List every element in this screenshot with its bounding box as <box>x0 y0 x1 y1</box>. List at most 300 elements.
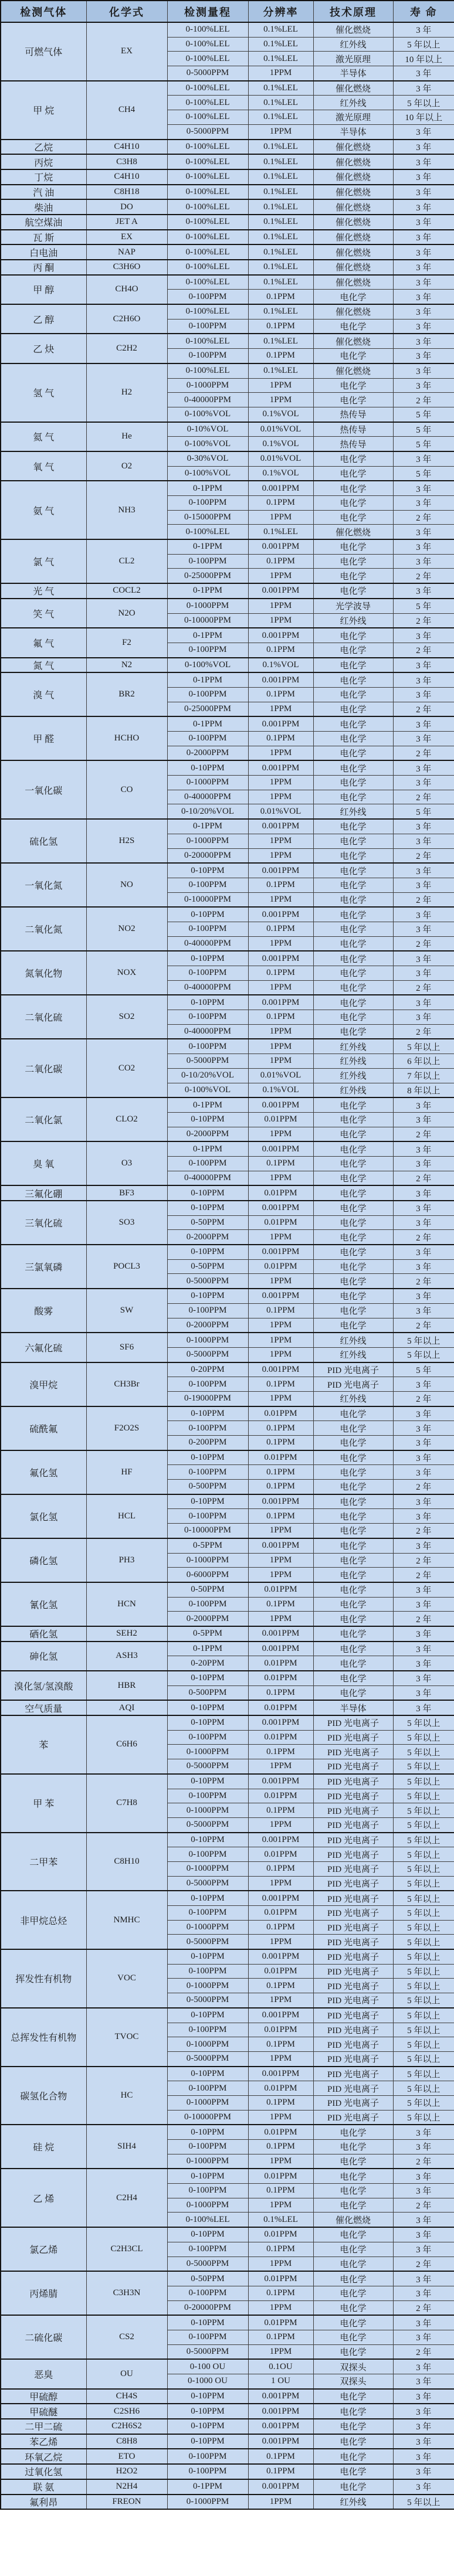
life-cell: 2 年 <box>393 848 454 863</box>
principle-cell: PID 光电离子 <box>313 2051 393 2066</box>
resolution-cell: 0.1%LEL <box>248 230 313 245</box>
range-cell: 0-100%VOL <box>167 437 248 451</box>
gas-name-cell: 二硫化碳 <box>1 2315 86 2359</box>
range-cell: 0-10PPM <box>167 1185 248 1201</box>
range-cell: 0-1000PPM <box>167 2037 248 2052</box>
resolution-cell: 0.1%LEL <box>248 363 313 378</box>
range-cell: 0-1000PPM <box>167 776 248 790</box>
table-row <box>1 230 454 245</box>
life-cell: 3 年 <box>393 1185 454 1201</box>
resolution-cell: 0.1%LEL <box>248 154 313 169</box>
range-cell: 0-5000PPM <box>167 1347 248 1362</box>
formula-cell: HCHO <box>86 716 167 760</box>
principle-cell: 电化学 <box>313 834 393 848</box>
life-cell: 2 年 <box>393 2256 454 2271</box>
range-cell: 0-10000PPM <box>167 892 248 907</box>
life-cell: 5 年 <box>393 466 454 481</box>
table-row <box>1 2389 454 2404</box>
life-cell: 3 年 <box>393 319 454 334</box>
formula-cell: NH3 <box>86 481 167 539</box>
resolution-cell: 1PPM <box>248 2154 313 2169</box>
life-cell: 3 年 <box>393 732 454 746</box>
life-cell: 3 年 <box>393 1509 454 1524</box>
range-cell: 0-10PPM <box>167 1891 248 1905</box>
table-row <box>1 244 454 260</box>
range-cell: 0-15000PPM <box>167 510 248 525</box>
principle-cell: 电化学 <box>313 1024 393 1039</box>
resolution-cell: 0.01PPM <box>248 2271 313 2286</box>
gas-name-cell: 一氧化氮 <box>1 863 86 907</box>
table-row <box>1 539 454 554</box>
formula-cell: OU <box>86 2359 167 2388</box>
resolution-cell: 0.001PPM <box>248 1362 313 1377</box>
gas-name-cell: 臭 氧 <box>1 1141 86 1185</box>
formula-cell: NMHC <box>86 1891 167 1949</box>
table-row <box>1 1833 454 1847</box>
resolution-cell: 0.1PPM <box>248 2242 313 2256</box>
formula-cell: HCN <box>86 1582 167 1626</box>
gas-name-cell: 氦 气 <box>1 422 86 451</box>
range-cell: 0-100PPM <box>167 1039 248 1053</box>
range-cell: 0-500PPM <box>167 1480 248 1494</box>
principle-cell: 电化学 <box>313 746 393 760</box>
range-cell: 0-100%LEL <box>167 96 248 110</box>
table-row <box>1 2125 454 2139</box>
life-cell: 3 年 <box>393 334 454 348</box>
range-cell: 0-100PPM <box>167 2330 248 2344</box>
gas-name-cell: 六氟化硫 <box>1 1333 86 1362</box>
resolution-cell: 1PPM <box>248 892 313 907</box>
range-cell: 0-100%LEL <box>167 260 248 275</box>
table-row <box>1 628 454 643</box>
life-cell: 3 年 <box>393 1289 454 1303</box>
range-cell: 0-10PPM <box>167 2125 248 2139</box>
formula-cell: C8H10 <box>86 1833 167 1891</box>
resolution-cell: 0.001PPM <box>248 1201 313 1215</box>
life-cell: 3 年 <box>393 2315 454 2330</box>
resolution-cell: 0.001PPM <box>248 1774 313 1789</box>
formula-cell: SF6 <box>86 1333 167 1362</box>
resolution-cell: 0.1%LEL <box>248 37 313 52</box>
gas-name-cell: 苯 <box>1 1715 86 1774</box>
formula-cell: O3 <box>86 1141 167 1185</box>
range-cell: 0-6000PPM <box>167 1568 248 1582</box>
resolution-cell: 1PPM <box>248 2300 313 2315</box>
range-cell: 0-10PPM <box>167 2315 248 2330</box>
table-row <box>1 1245 454 1259</box>
principle-cell: 电化学 <box>313 583 393 599</box>
principle-cell: 电化学 <box>313 1259 393 1274</box>
resolution-cell: 0.01PPM <box>248 1730 313 1745</box>
life-cell: 5 年以上 <box>393 2067 454 2081</box>
range-cell: 0-10%VOL <box>167 422 248 437</box>
range-cell: 0-100PPM <box>167 349 248 363</box>
range-cell: 0-100%LEL <box>167 37 248 52</box>
range-cell: 0-10PPM <box>167 2404 248 2419</box>
formula-cell: PH3 <box>86 1538 167 1582</box>
resolution-cell: 1PPM <box>248 1171 313 1185</box>
range-cell: 0-100PPM <box>167 319 248 334</box>
gas-name-cell: 挥发性有机物 <box>1 1949 86 2008</box>
life-cell: 3 年 <box>393 2184 454 2198</box>
principle-cell: 电化学 <box>313 393 393 407</box>
principle-cell: 电化学 <box>313 702 393 716</box>
gas-name-cell: 氯化氢 <box>1 1494 86 1538</box>
gas-name-cell: 甲 醛 <box>1 716 86 760</box>
principle-cell: 电化学 <box>313 2256 393 2271</box>
formula-cell: C3H6O <box>86 260 167 275</box>
formula-cell: ASH3 <box>86 1642 167 1671</box>
life-cell: 5 年以上 <box>393 2495 454 2510</box>
life-cell: 5 年 <box>393 599 454 613</box>
range-cell: 0-1PPM <box>167 628 248 643</box>
life-cell: 3 年 <box>393 66 454 81</box>
formula-cell: CL2 <box>86 539 167 583</box>
formula-cell: SW <box>86 1289 167 1333</box>
resolution-cell: 0.01PPM <box>248 2169 313 2183</box>
resolution-cell: 1PPM <box>248 569 313 583</box>
range-cell: 0-40000PPM <box>167 980 248 995</box>
range-cell: 0-200PPM <box>167 1436 248 1450</box>
table-row <box>1 169 454 185</box>
resolution-cell: 0.001PPM <box>248 995 313 1010</box>
range-cell: 0-1000PPM <box>167 2095 248 2110</box>
gas-name-cell: 氢 气 <box>1 363 86 422</box>
life-cell: 5 年以上 <box>393 2081 454 2096</box>
resolution-cell: 0.001PPM <box>248 2434 313 2449</box>
gas-name-cell: 砷化氢 <box>1 1642 86 1671</box>
life-cell: 5 年以上 <box>393 2110 454 2125</box>
formula-cell: C8H8 <box>86 2434 167 2449</box>
range-cell: 0-1PPM <box>167 583 248 599</box>
formula-cell: HF <box>86 1450 167 1494</box>
principle-cell: PID 光电离子 <box>313 1993 393 2008</box>
principle-cell: 电化学 <box>313 2154 393 2169</box>
life-cell: 3 年 <box>393 1215 454 1230</box>
resolution-cell: 1PPM <box>248 1612 313 1626</box>
principle-cell: PID 光电离子 <box>313 2110 393 2125</box>
life-cell: 2 年 <box>393 1612 454 1626</box>
life-cell: 3 年 <box>393 583 454 599</box>
gas-name-cell: 氨 气 <box>1 481 86 539</box>
life-cell: 3 年 <box>393 1377 454 1392</box>
resolution-cell: 1PPM <box>248 2198 313 2213</box>
resolution-cell: 1PPM <box>248 1876 313 1891</box>
gas-name-cell: 氟 气 <box>1 628 86 657</box>
life-cell: 3 年 <box>393 1656 454 1671</box>
table-row <box>1 672 454 687</box>
principle-cell: PID 光电离子 <box>313 2067 393 2081</box>
principle-cell: 催化燃烧 <box>313 185 393 200</box>
range-cell: 0-10PPM <box>167 1494 248 1509</box>
table-row <box>1 81 454 96</box>
formula-cell: CH4O <box>86 275 167 304</box>
life-cell: 3 年 <box>393 2359 454 2374</box>
principle-cell: 电化学 <box>313 466 393 481</box>
gas-name-cell: 硫酰氟 <box>1 1406 86 1450</box>
resolution-cell: 0.1%LEL <box>248 22 313 37</box>
principle-cell: 电化学 <box>313 1656 393 1671</box>
range-cell: 0-100PPM <box>167 1597 248 1612</box>
principle-cell: 催化燃烧 <box>313 260 393 275</box>
resolution-cell: 0.001PPM <box>248 1289 313 1303</box>
range-cell: 0-100PPM <box>167 554 248 569</box>
resolution-cell: 0.1PPM <box>248 319 313 334</box>
resolution-cell: 0.01PPM <box>248 2315 313 2330</box>
range-cell: 0-5000PPM <box>167 1876 248 1891</box>
range-cell: 0-5000PPM <box>167 1993 248 2008</box>
life-cell: 5 年以上 <box>393 1993 454 2008</box>
principle-cell: 电化学 <box>313 980 393 995</box>
principle-cell: 电化学 <box>313 1289 393 1303</box>
formula-cell: C3H8 <box>86 154 167 169</box>
principle-cell: 双探头 <box>313 2374 393 2389</box>
principle-cell: 电化学 <box>313 878 393 892</box>
life-cell: 3 年 <box>393 1245 454 1259</box>
resolution-cell: 0.1PPM <box>248 2184 313 2198</box>
life-cell: 3 年 <box>393 2434 454 2449</box>
range-cell: 0-1000PPM <box>167 1861 248 1876</box>
life-cell: 5 年以上 <box>393 1039 454 1053</box>
resolution-cell: 0.01PPM <box>248 2227 313 2242</box>
table-row <box>1 422 454 437</box>
gas-name-cell: 溴 气 <box>1 672 86 716</box>
gas-name-cell: 恶臭 <box>1 2359 86 2388</box>
principle-cell: 电化学 <box>313 687 393 702</box>
resolution-cell: 0.001PPM <box>248 819 313 834</box>
range-cell: 0-100%LEL <box>167 525 248 539</box>
resolution-cell: 0.001PPM <box>248 1891 313 1905</box>
principle-cell: 电化学 <box>313 2419 393 2434</box>
resolution-cell: 1PPM <box>248 1524 313 1538</box>
resolution-cell: 0.1%VOL <box>248 407 313 422</box>
principle-cell: 电化学 <box>313 2184 393 2198</box>
principle-cell: 催化燃烧 <box>313 154 393 169</box>
resolution-cell: 1PPM <box>248 613 313 628</box>
formula-cell: DO <box>86 199 167 215</box>
resolution-cell: 1PPM <box>248 1230 313 1245</box>
principle-cell: PID 光电离子 <box>313 1377 393 1392</box>
formula-cell: F2 <box>86 628 167 657</box>
principle-cell: 电化学 <box>313 819 393 834</box>
gas-name-cell: 溴化氢/氢溴酸 <box>1 1671 86 1700</box>
principle-cell: 催化燃烧 <box>313 275 393 290</box>
life-cell: 3 年 <box>393 215 454 230</box>
resolution-cell: 0.1PPM <box>248 1979 313 1993</box>
resolution-cell: 0.01PPM <box>248 1112 313 1127</box>
range-cell: 0-100%LEL <box>167 199 248 215</box>
range-cell: 0-100PPM <box>167 2464 248 2479</box>
resolution-cell: 0.01PPM <box>248 1185 313 1201</box>
gas-name-cell: 二甲二硫 <box>1 2419 86 2434</box>
range-cell: 0-2000PPM <box>167 1230 248 1245</box>
range-cell: 0-100PPM <box>167 1465 248 1480</box>
range-cell: 0-1PPM <box>167 2479 248 2495</box>
life-cell: 2 年 <box>393 1568 454 1582</box>
resolution-cell: 1PPM <box>248 1817 313 1832</box>
formula-cell: He <box>86 422 167 451</box>
formula-cell: C2H6S2 <box>86 2419 167 2434</box>
formula-cell: NOX <box>86 951 167 995</box>
range-cell: 0-10PPM <box>167 2419 248 2434</box>
resolution-cell: 0.1PPM <box>248 1436 313 1450</box>
principle-cell: 电化学 <box>313 1156 393 1171</box>
range-cell: 0-25000PPM <box>167 569 248 583</box>
resolution-cell: 0.001PPM <box>248 2419 313 2434</box>
life-cell: 5 年以上 <box>393 1789 454 1803</box>
range-cell: 0-100%LEL <box>167 185 248 200</box>
resolution-cell: 0.1PPM <box>248 1597 313 1612</box>
principle-cell: 催化燃烧 <box>313 81 393 96</box>
gas-name-cell: 瓦 斯 <box>1 230 86 245</box>
principle-cell: 电化学 <box>313 451 393 466</box>
range-cell: 0-5000PPM <box>167 1817 248 1832</box>
gas-name-cell: 乙烷 <box>1 140 86 155</box>
range-cell: 0-20000PPM <box>167 2300 248 2315</box>
life-cell: 5 年以上 <box>393 1759 454 1774</box>
table-row <box>1 2008 454 2023</box>
formula-cell: CO2 <box>86 1039 167 1097</box>
life-cell: 3 年 <box>393 922 454 936</box>
col-header-formula: 化学式 <box>86 1 167 22</box>
table-row <box>1 2271 454 2286</box>
resolution-cell: 0.001PPM <box>248 863 313 878</box>
resolution-cell: 0.1PPM <box>248 349 313 363</box>
range-cell: 0-100PPM <box>167 496 248 511</box>
resolution-cell: 0.001PPM <box>248 1245 313 1259</box>
gas-name-cell: 可燃气体 <box>1 22 86 81</box>
principle-cell: 双探头 <box>313 2359 393 2374</box>
principle-cell: 电化学 <box>313 2434 393 2449</box>
table-row <box>1 185 454 200</box>
life-cell: 3 年 <box>393 995 454 1010</box>
resolution-cell: 0.001PPM <box>248 760 313 775</box>
table-row <box>1 1671 454 1685</box>
resolution-cell: 0.1PPM <box>248 966 313 981</box>
life-cell: 3 年 <box>393 451 454 466</box>
resolution-cell: 1PPM <box>248 746 313 760</box>
range-cell: 0-100%LEL <box>167 154 248 169</box>
table-row <box>1 1891 454 1905</box>
formula-cell: ETO <box>86 2449 167 2464</box>
table-row <box>1 2434 454 2449</box>
life-cell: 5 年以上 <box>393 1876 454 1891</box>
principle-cell: 电化学 <box>313 1538 393 1553</box>
resolution-cell: 0.001PPM <box>248 2404 313 2419</box>
resolution-cell: 1PPM <box>248 2256 313 2271</box>
table-row <box>1 1642 454 1656</box>
table-row <box>1 1289 454 1303</box>
formula-cell: SEH2 <box>86 1626 167 1642</box>
resolution-cell: 0.1%LEL <box>248 260 313 275</box>
life-cell: 3 年 <box>393 349 454 363</box>
range-cell: 0-19000PPM <box>167 1391 248 1406</box>
life-cell: 8 年以上 <box>393 1083 454 1097</box>
col-header-resolution: 分辨率 <box>248 1 313 22</box>
principle-cell: 激光原理 <box>313 52 393 66</box>
range-cell: 0-100%VOL <box>167 466 248 481</box>
range-cell: 0-1PPM <box>167 1097 248 1112</box>
principle-cell: 红外线 <box>313 1347 393 1362</box>
table-row <box>1 1494 454 1509</box>
formula-cell: C2H4 <box>86 2169 167 2227</box>
life-cell: 3 年 <box>393 230 454 245</box>
range-cell: 0-100%LEL <box>167 140 248 155</box>
principle-cell: 电化学 <box>313 790 393 804</box>
range-cell: 0-50PPM <box>167 2271 248 2286</box>
principle-cell: 电化学 <box>313 907 393 922</box>
resolution-cell: 0.01PPM <box>248 1450 313 1465</box>
life-cell: 3 年 <box>393 951 454 966</box>
life-cell: 5 年 <box>393 407 454 422</box>
table-row <box>1 22 454 37</box>
resolution-cell: 0.1PPM <box>248 1685 313 1700</box>
range-cell: 0-100PPM <box>167 1421 248 1436</box>
range-cell: 0-100PPM <box>167 2081 248 2096</box>
formula-cell: N2O <box>86 599 167 628</box>
life-cell: 2 年 <box>393 980 454 995</box>
table-row <box>1 260 454 275</box>
formula-cell: CH4S <box>86 2389 167 2404</box>
principle-cell: 电化学 <box>313 510 393 525</box>
table-row <box>1 599 454 613</box>
life-cell: 5 年以上 <box>393 1347 454 1362</box>
resolution-cell: 1PPM <box>248 2344 313 2359</box>
resolution-cell: 0.001PPM <box>248 1642 313 1656</box>
life-cell: 2 年 <box>393 1171 454 1185</box>
life-cell: 5 年以上 <box>393 1847 454 1862</box>
resolution-cell: 0.1PPM <box>248 878 313 892</box>
resolution-cell: 0.1%LEL <box>248 185 313 200</box>
life-cell: 5 年以上 <box>393 1920 454 1935</box>
resolution-cell: 0.01PPM <box>248 1406 313 1421</box>
range-cell: 0-10/20%VOL <box>167 1068 248 1083</box>
resolution-cell: 1PPM <box>248 790 313 804</box>
principle-cell: 电化学 <box>313 2404 393 2419</box>
resolution-cell: 0.001PPM <box>248 951 313 966</box>
range-cell: 0-100PPM <box>167 732 248 746</box>
range-cell: 0-5000PPM <box>167 124 248 139</box>
life-cell: 3 年 <box>393 554 454 569</box>
range-cell: 0-100 OU <box>167 2359 248 2374</box>
life-cell: 2 年 <box>393 2300 454 2315</box>
range-cell: 0-100PPM <box>167 1377 248 1392</box>
principle-cell: 电化学 <box>313 378 393 393</box>
col-header-principle: 技术原理 <box>313 1 393 22</box>
life-cell: 3 年 <box>393 2479 454 2495</box>
table-row <box>1 583 454 599</box>
range-cell: 0-500PPM <box>167 1685 248 1700</box>
gas-name-cell: 二甲苯 <box>1 1833 86 1891</box>
principle-cell: 电化学 <box>313 2227 393 2242</box>
life-cell: 3 年 <box>393 154 454 169</box>
resolution-cell: 0.1PPM <box>248 290 313 304</box>
table-row <box>1 2359 454 2374</box>
principle-cell: 电化学 <box>313 643 393 657</box>
life-cell: 3 年 <box>393 1450 454 1465</box>
header-row <box>1 1 454 22</box>
formula-cell: CH4 <box>86 81 167 140</box>
resolution-cell: 0.01PPM <box>248 1964 313 1979</box>
resolution-cell: 1PPM <box>248 124 313 139</box>
life-cell: 3 年 <box>393 1582 454 1597</box>
table-row <box>1 140 454 155</box>
resolution-cell: 0.1%LEL <box>248 244 313 260</box>
life-cell: 5 年以上 <box>393 1817 454 1832</box>
life-cell: 3 年 <box>393 1685 454 1700</box>
resolution-cell: 0.1%VOL <box>248 1083 313 1097</box>
col-header-range: 检测量程 <box>167 1 248 22</box>
